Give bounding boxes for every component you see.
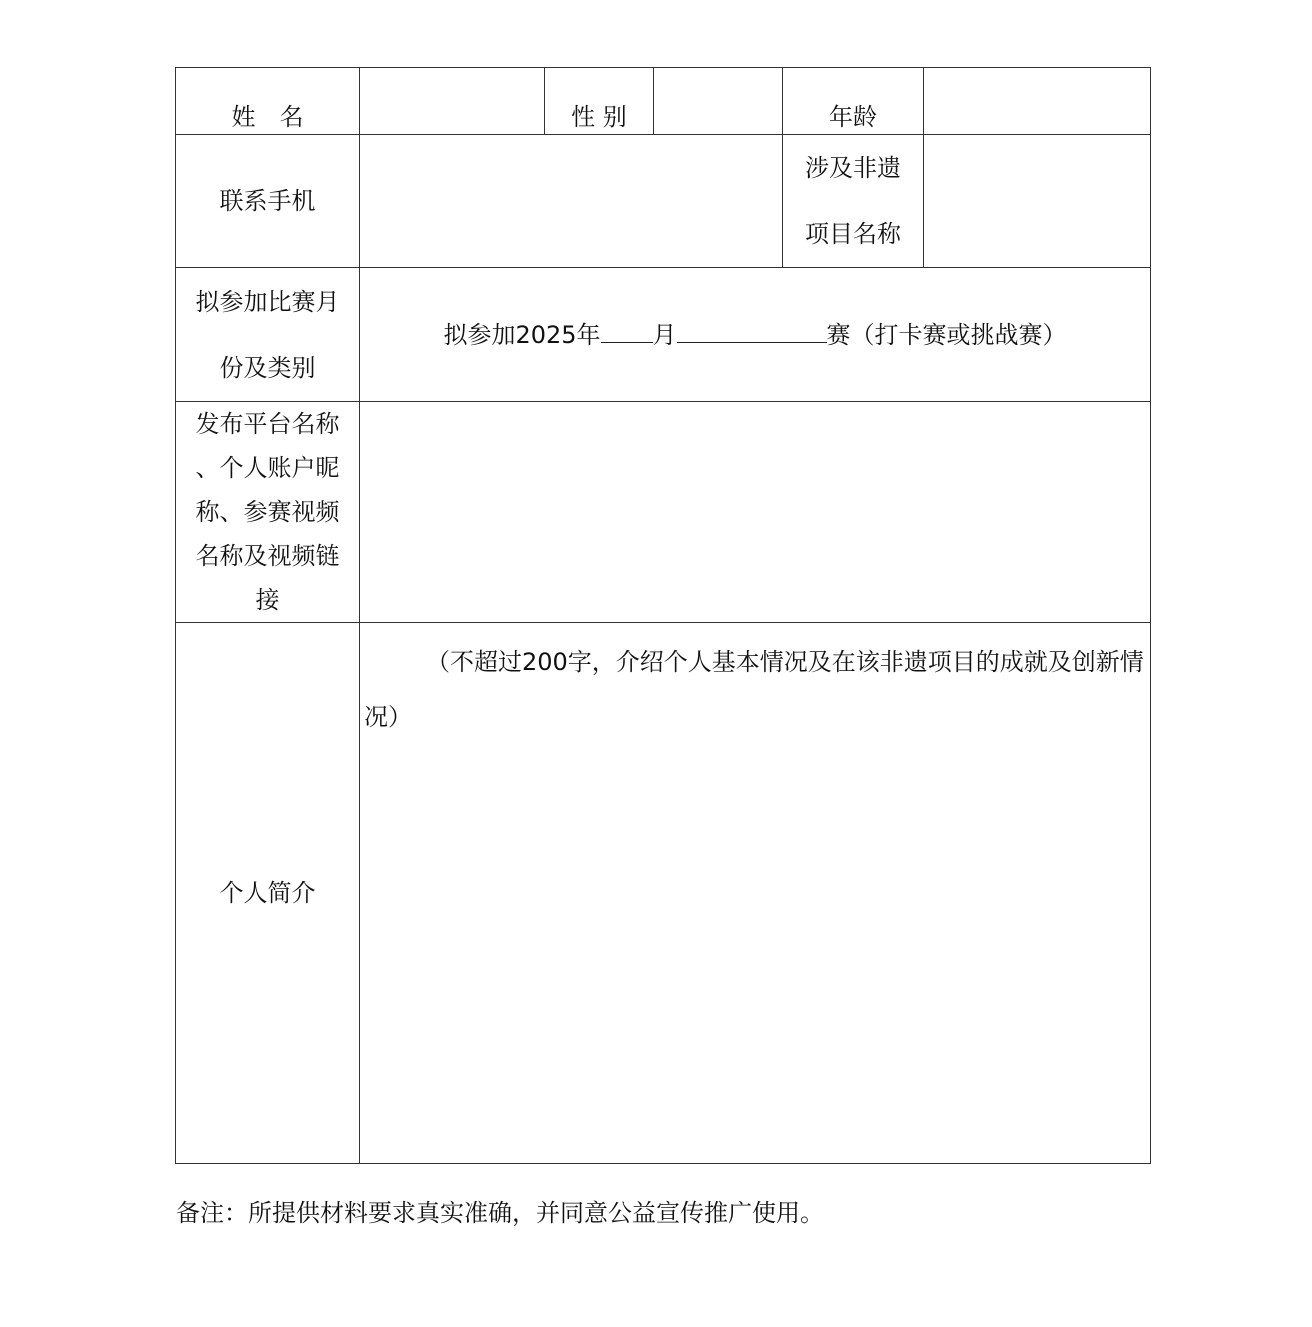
bio-label: 个人简介: [176, 623, 360, 1164]
platform-label-line1: 发布平台名称: [195, 410, 340, 438]
footnote: 备注：所提供材料要求真实准确，并同意公益宣传推广使用。: [176, 1199, 824, 1227]
competition-month-label: [176, 268, 360, 402]
competition-text-month: 月: [652, 320, 677, 349]
competition-type-blank-field[interactable]: [677, 320, 827, 343]
month-blank-field[interactable]: [601, 320, 653, 343]
competition-text-prefix: 拟参加2025年: [443, 320, 601, 349]
project-name-input-cell[interactable]: [924, 135, 1151, 268]
gender-input-cell[interactable]: [654, 68, 783, 135]
competition-month-cell: [360, 268, 1151, 402]
phone-label: 联系手机: [176, 135, 360, 268]
bio-input-cell[interactable]: （不超过200字，介绍个人基本情况及在该非遗项目的成就及创新情况）: [360, 623, 1151, 1164]
platform-label-line2: 、个人账户昵: [195, 454, 340, 482]
project-name-label-line1: 涉及非遗: [805, 154, 901, 182]
name-input-cell[interactable]: [360, 68, 545, 135]
platform-label-line4: 名称及视频链: [195, 542, 340, 570]
platform-video-label: [176, 402, 360, 623]
project-name-label-line2: 项目名称: [805, 220, 901, 248]
competition-month-label-line2: 份及类别: [219, 353, 316, 382]
age-label: 年龄: [783, 68, 924, 135]
competition-text-suffix: 赛（打卡赛或挑战赛）: [826, 320, 1067, 349]
gender-label: 性 别: [545, 68, 654, 135]
registration-form-table: [175, 67, 1151, 1164]
name-label: 姓 名: [176, 68, 360, 135]
age-input-cell[interactable]: [924, 68, 1151, 135]
project-name-label: [783, 135, 924, 268]
phone-input-cell[interactable]: [360, 135, 783, 268]
competition-month-label-line1: 拟参加比赛月: [195, 287, 340, 316]
platform-label-line5: 接: [255, 586, 280, 614]
platform-video-input-cell[interactable]: [360, 402, 1151, 623]
platform-label-line3: 称、参赛视频: [195, 498, 340, 526]
